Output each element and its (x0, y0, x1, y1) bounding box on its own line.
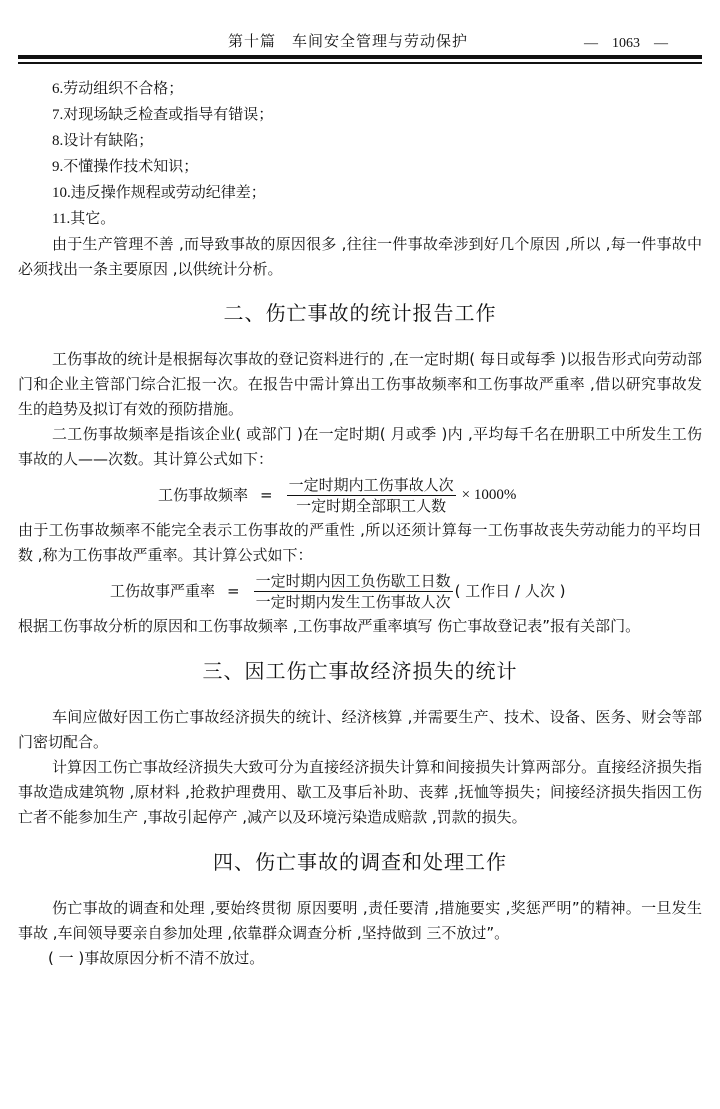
section-heading-investigation: 四、伤亡事故的调查和处理工作 (213, 850, 507, 874)
list-item-number: 10. (52, 185, 71, 201)
list-item-text: 对现场缺乏检查或指导有错误； (63, 105, 274, 123)
list-item (18, 206, 702, 232)
page-body (18, 76, 702, 971)
paragraph: 由于工伤事故频率不能完全表示工伤事故的严重性 ,所以还须计算每一工伤事故丧失劳动能力的平均日数 ,称为工伤事故严重率。其计算公式如下： (18, 521, 702, 564)
list-item-number: 8. (52, 133, 64, 149)
formula-accident-frequency (18, 472, 702, 518)
section-heading-economic-loss: 三、因工伤亡事故经济损失的统计 (202, 659, 518, 683)
formula-denominator: 一定时期内发生工伤事故人次 (255, 592, 451, 611)
list-item (18, 180, 702, 206)
formula-numerator: 一定时期内工伤事故人次 (288, 475, 454, 494)
paragraph: ( 一 )事故原因分析不清不放过。 (48, 949, 265, 967)
header-rule-thin (18, 62, 702, 64)
formula-denominator: 一定时期全部职工人数 (296, 496, 447, 515)
list-item (18, 76, 702, 102)
page-number: — 1063 — (584, 36, 668, 51)
list-item-number: 6. (52, 81, 64, 97)
formula-unit: ( 工作日 / 人次 ) (454, 581, 566, 600)
formula-numerator: 一定时期内因工负伤歇工日数 (255, 571, 451, 590)
paragraph: 车间应做好因工伤亡事故经济损失的统计、经济核算 ,并需要生产、技术、设备、医务、财会等部门密切配合。 (18, 708, 702, 751)
formula-fraction (287, 475, 456, 516)
formula-equals: = (260, 485, 273, 504)
list-item-text: 违反操作规程或劳动纪律差； (70, 183, 266, 201)
list-item-number: 9. (52, 159, 64, 175)
list-item (18, 154, 702, 180)
formula-lhs: 工伤事故频率 (158, 485, 249, 504)
paragraph: 工伤事故的统计是根据每次事故的登记资料进行的 ,在一定时期( 每日或每季 )以报告形式向劳动部门和企业主管部门综合汇报一次。在报告中需计算出工伤事故频率和工伤事故严重率 ,借以研究事故发生的趋势及拟订有效的预防措施。 (18, 350, 702, 418)
list-item-text: 不懂操作技术知识； (63, 157, 199, 175)
list-item (18, 102, 702, 128)
formula-accident-severity (18, 568, 702, 614)
paragraph: 二工伤事故频率是指该企业( 或部门 )在一定时期( 月或季 )内 ,平均每千名在册职工中所发生工伤事故的人——次数。其计算公式如下： (18, 425, 702, 468)
list-item-number: 11. (52, 211, 71, 227)
formula-lhs: 工伤故事严重率 (110, 581, 216, 600)
formula-equals: = (227, 581, 240, 600)
header-rule-thick (18, 55, 702, 59)
formula-fraction (254, 571, 453, 612)
paragraph: 计算因工伤亡事故经济损失大致可分为直接经济损失计算和间接损失计算两部分。直接经济损失指事故造成建筑物 ,原材料 ,抢救护理费用、歇工及事后补助、丧葬 ,抚恤等损失；间接经济损失指因工伤亡者不能参加生产 ,事故引起停产 ,减产以及环境污染造成赔款 ,罚款的损失。 (18, 758, 702, 826)
list-item-text: 其它。 (70, 209, 116, 227)
paragraph: 伤亡事故的调查和处理 ,要始终贯彻 原因要明 ,责任要清 ,措施要实 ,奖惩严明”的精神。一旦发生事故 ,车间领导要亲自参加处理 ,依靠群众调查分析 ,坚持做到 三不放过”。 (18, 899, 702, 942)
list-item-text: 劳动组织不合格； (63, 79, 184, 97)
list-item (18, 128, 702, 154)
list-item-number: 7. (52, 107, 64, 123)
formula-multiplier: × 1000% (461, 486, 517, 503)
section-heading-statistics-report: 二、伤亡事故的统计报告工作 (223, 301, 497, 325)
list-item-text: 设计有缺陷； (63, 131, 154, 149)
page-header (0, 30, 720, 54)
paragraph: 根据工伤事故分析的原因和工伤事故频率 ,工伤事故严重率填写 伤亡事故登记表”报有关部门。 (18, 617, 641, 635)
intro-paragraph: 由于生产管理不善 ,而导致事故的原因很多 ,往往一件事故牵涉到好几个原因 ,所以 ,每一件事故中必须找出一条主要原因 ,以供统计分析。 (18, 235, 702, 278)
running-title: 第十篇 车间安全管理与劳动保护 (228, 32, 469, 50)
